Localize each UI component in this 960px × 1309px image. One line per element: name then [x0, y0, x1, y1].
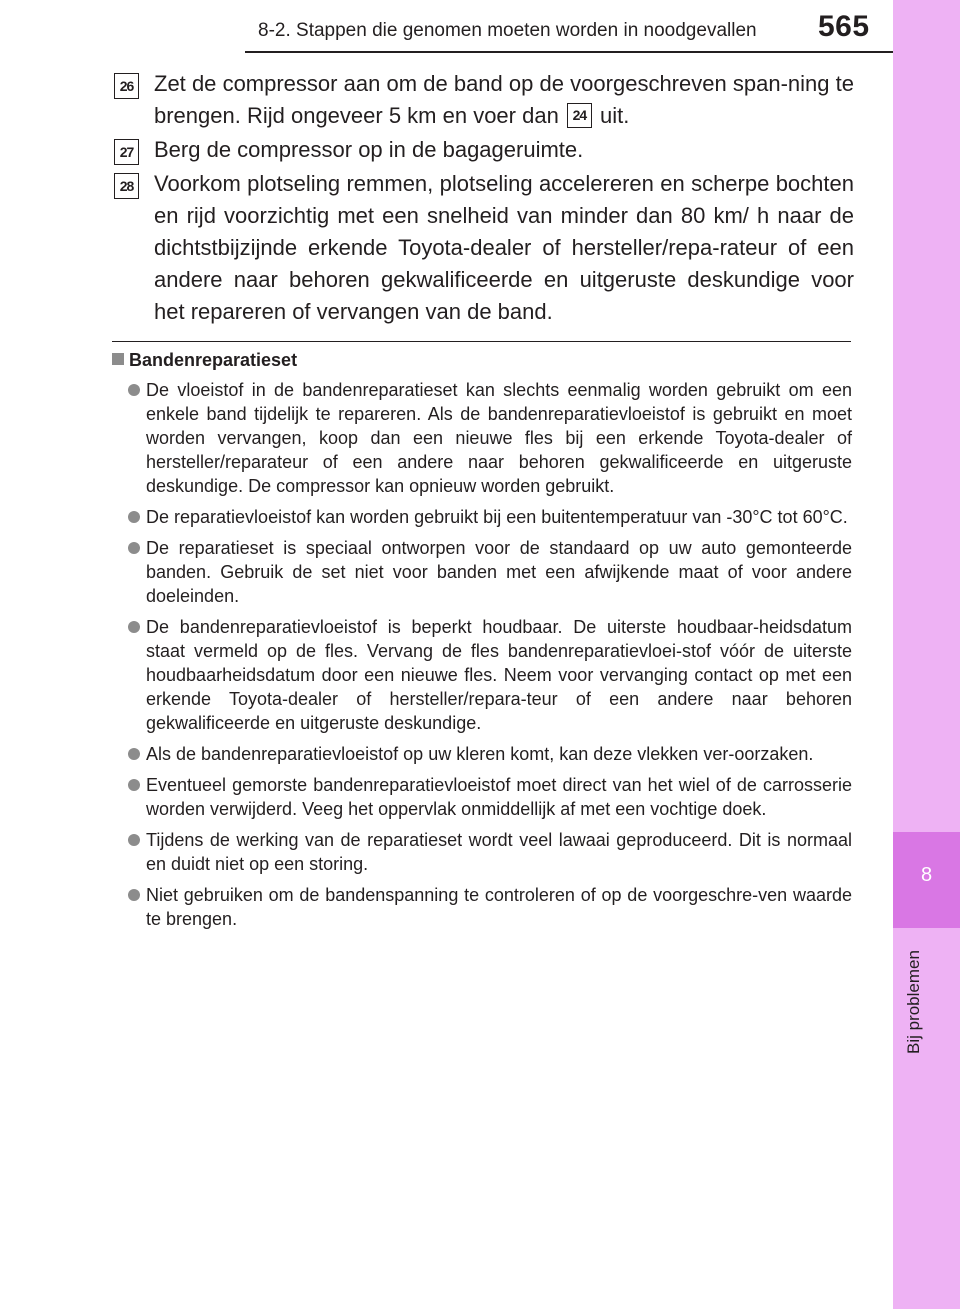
list-item-text: Als de bandenreparatievloeistof op uw kleren komt, kan deze vlekken ver-oorzaken.: [146, 744, 814, 764]
step-text: [154, 68, 854, 132]
step-26: [114, 68, 854, 132]
step-text: Berg de compressor op in de bagageruimte.: [154, 137, 584, 162]
list-item-text: Tijdens de werking van de reparatieset wordt veel lawaai geproduceerd. Dit is normaal en duidt niet op een storing.: [146, 830, 852, 874]
chapter-title-tab: [900, 930, 930, 1060]
step-number-badge: 28: [114, 173, 139, 199]
list-item: [128, 615, 852, 735]
bullet-dot-icon: [128, 834, 140, 846]
bullet-dot-icon: [128, 779, 140, 791]
bullet-dot-icon: [128, 542, 140, 554]
chapter-number-tab[interactable]: [893, 832, 960, 928]
step-number-badge: 27: [114, 139, 139, 165]
list-item: [128, 742, 852, 766]
list-item-text: De vloeistof in de bandenreparatieset kan slechts eenmalig worden gebruikt om een enkele band tijdelijk te repareren. Als de bandenreparatievloeistof is gebruikt en moet worden vervangen, koop dan een nieuwe fles bij een erkende Toyota-dealer of hersteller/reparateur of een andere naar behoren gekwalificeerde en uitgeruste deskundige. De compressor kan opnieuw worden gebruikt.: [146, 380, 852, 496]
list-item-text: De reparatievloeistof kan worden gebruikt bij een buitentemperatuur van -30°C tot 60°C.: [146, 507, 848, 527]
step-text-part: uit.: [593, 103, 630, 128]
square-bullet-icon: [112, 353, 124, 365]
notes-heading-label: Bandenreparatieset: [129, 350, 298, 370]
page-number: 565: [818, 10, 870, 43]
list-item-text: De bandenreparatievloeistof is beperkt houdbaar. De uiterste houdbaar-heidsdatum staat vermeld op de fles. Vervang de fles bandenreparatievloei-stof vóór de uiterste houdbaarheidsdatum door een nieuwe fles. Neem voor vervanging contact op met een erkende Toyota-dealer of hersteller/repara-teur of een andere naar behoren gekwalificeerde en uitgeruste deskundige.: [146, 617, 852, 733]
list-item: [128, 883, 852, 931]
bullet-dot-icon: [128, 384, 140, 396]
bullet-dot-icon: [128, 511, 140, 523]
chapter-side-tab: [893, 0, 960, 1309]
step-text: Voorkom plotseling remmen, plotseling accelereren en scherpe bochten en rijd voorzichtig met een snelheid van minder dan 80 km/ h naar de dichtstbijzijnde erkende Toyota-dealer of hersteller/repa-rateur of een andere naar behoren gekwalificeerde en uitgeruste deskundige voor het repareren of vervangen van de band.: [154, 171, 854, 324]
chapter-number: 8: [920, 864, 933, 886]
list-item: [128, 773, 852, 821]
list-item-text: Niet gebruiken om de bandenspanning te controleren of op de voorgeschre-ven waarde te brengen.: [146, 885, 852, 929]
list-item: [128, 828, 852, 876]
step-28: [114, 168, 854, 328]
notes-heading: [112, 350, 297, 371]
list-item: [128, 505, 852, 529]
notes-list: [128, 378, 852, 938]
bullet-dot-icon: [128, 889, 140, 901]
step-text-part: Zet de compressor aan om de band op de voorgeschreven span-ning te brengen. Rijd ongeveer 5 km en voer dan: [154, 71, 854, 128]
list-item: [128, 378, 852, 498]
chapter-title: Bij problemen: [904, 950, 923, 1054]
section-title: 8-2. Stappen die genomen moeten worden in noodgevallen: [258, 20, 757, 41]
list-item-text: De reparatieset is speciaal ontworpen voor de standaard op uw auto gemonteerde banden. Gebruik de set niet voor banden met een afwijkende maat of voor andere doeleinden.: [146, 538, 852, 606]
step-reference-badge[interactable]: 24: [567, 103, 592, 128]
step-number-badge: 26: [114, 73, 139, 99]
section-divider: [112, 341, 851, 342]
list-item: [128, 536, 852, 608]
header-rule: [245, 51, 893, 53]
bullet-dot-icon: [128, 748, 140, 760]
list-item-text: Eventueel gemorste bandenreparatievloeistof moet direct van het wiel of de carrosserie worden verwijderd. Veeg het oppervlak onmiddellijk af met een vochtige doek.: [146, 775, 852, 819]
step-27: [114, 134, 854, 166]
bullet-dot-icon: [128, 621, 140, 633]
